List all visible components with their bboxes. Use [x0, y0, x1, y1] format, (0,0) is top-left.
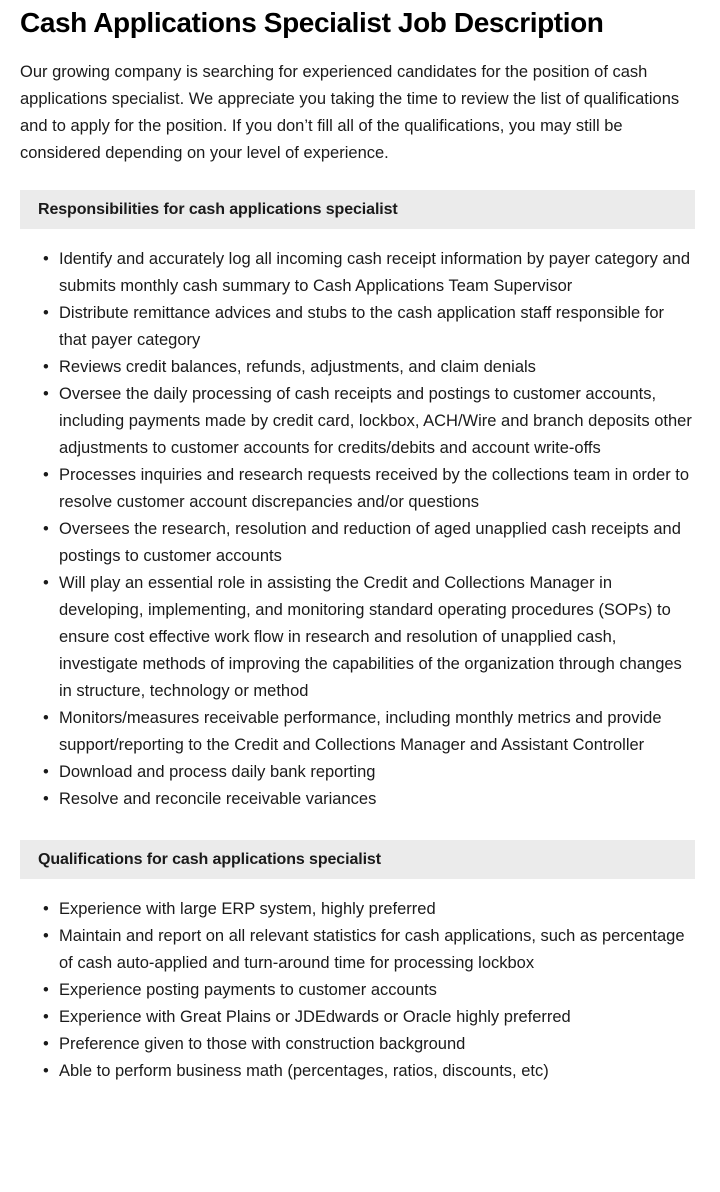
list-item: • Distribute remittance advices and stubs to the cash application staff responsible for that payer category	[0, 300, 695, 354]
list-item: • Reviews credit balances, refunds, adjustments, and claim denials	[0, 354, 695, 381]
list-item: • Oversee the daily processing of cash receipts and postings to customer accounts, including payments made by credit card, lockbox, ACH/Wire and branch deposits other adjustments to customer accounts for credits/debits and account write-offs	[0, 381, 695, 462]
list-item: • Resolve and reconcile receivable variances	[0, 786, 695, 813]
page-title: Cash Applications Specialist Job Description	[20, 7, 604, 38]
list-item: • Monitors/measures receivable performance, including monthly metrics and provide support/reporting to the Credit and Collections Manager and Assistant Controller	[0, 705, 695, 759]
list-item: • Identify and accurately log all incoming cash receipt information by payer category and submits monthly cash summary to Cash Applications Team Supervisor	[0, 246, 695, 300]
list-item: • Download and process daily bank reporting	[0, 759, 695, 786]
list-item: • Oversees the research, resolution and reduction of aged unapplied cash receipts and postings to customer accounts	[0, 516, 695, 570]
section-header-qualifications	[20, 840, 695, 879]
qualifications-list	[0, 896, 720, 1085]
section-header-responsibilities	[20, 190, 695, 229]
list-item: • Experience posting payments to customer accounts	[0, 977, 695, 1004]
list-item: • Able to perform business math (percentages, ratios, discounts, etc)	[0, 1058, 695, 1085]
section-qualifications	[0, 840, 720, 1085]
intro-paragraph: Our growing company is searching for experienced candidates for the position of cash applications specialist. We appreciate you taking the time to review the list of qualifications and to apply for the position. If you don’t fill all of the qualifications, you may still be considered depending on your level of experience.	[20, 63, 680, 162]
list-item: • Experience with large ERP system, highly preferred	[0, 896, 695, 923]
list-item: • Preference given to those with construction background	[0, 1031, 695, 1058]
list-item: • Maintain and report on all relevant statistics for cash applications, such as percentage of cash auto-applied and turn-around time for processing lockbox	[0, 923, 695, 977]
list-item: • Will play an essential role in assisting the Credit and Collections Manager in developing, implementing, and monitoring standard operating procedures (SOPs) to ensure cost effective work flow in research and resolution of unapplied cash, investigate methods of improving the capabilities of the organization through changes in structure, technology or method	[0, 570, 695, 705]
responsibilities-list	[0, 246, 720, 813]
section-responsibilities	[0, 190, 720, 813]
list-item: • Processes inquiries and research requests received by the collections team in order to resolve customer account discrepancies and/or questions	[0, 462, 695, 516]
section-header-label: Qualifications for cash applications specialist	[38, 851, 381, 868]
section-header-label: Responsibilities for cash applications specialist	[38, 201, 398, 218]
list-item: • Experience with Great Plains or JDEdwards or Oracle highly preferred	[0, 1004, 695, 1031]
